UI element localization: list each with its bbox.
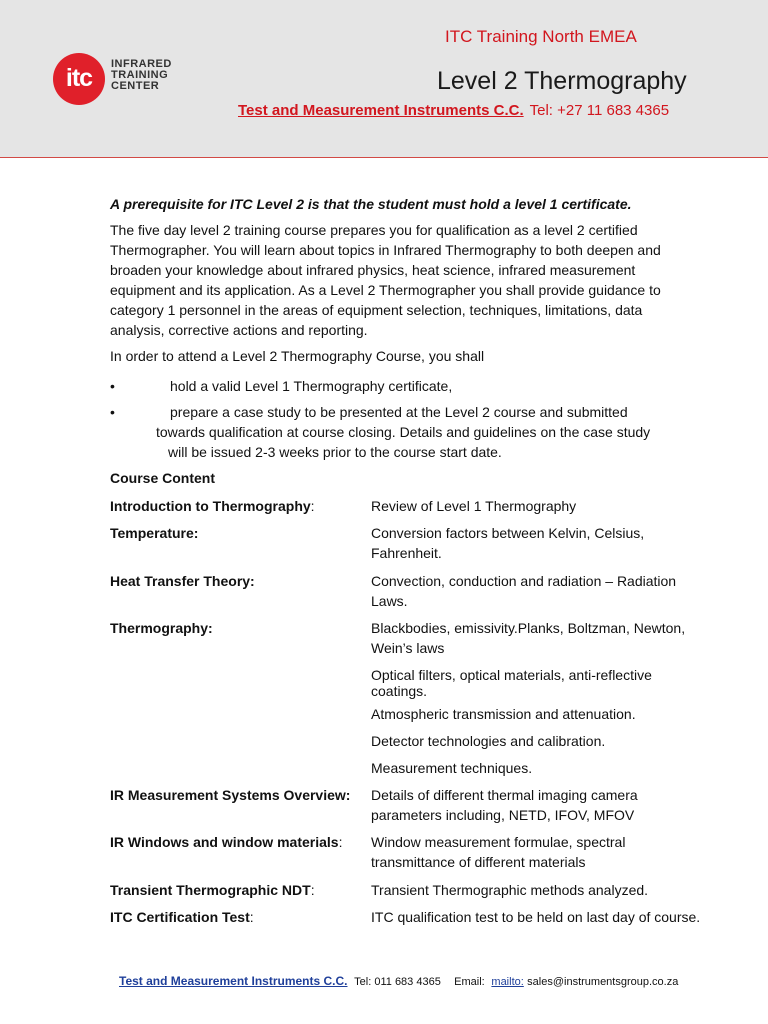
topic-suffix: : (338, 834, 343, 850)
topic-description: Optical filters, optical materials, anti-reflective coatings. (371, 667, 652, 699)
mailto-link[interactable]: mailto: (491, 976, 524, 988)
course-topic (110, 523, 198, 543)
logo-line: CENTER (111, 80, 160, 92)
topic-label: Transient Thermographic NDT (110, 882, 311, 898)
topic-description: Review of Level 1 Thermography (371, 498, 577, 514)
page-header (0, 0, 768, 158)
bullet-marker: • (110, 378, 115, 394)
topic-label: IR Measurement Systems Overview: (110, 787, 351, 803)
logo-line: TRAINING (111, 69, 169, 81)
topic-description: ITC qualification test to be held on last day of course. (371, 909, 701, 925)
course-content-heading: Course Content (110, 470, 215, 486)
course-topic (110, 785, 350, 805)
company-tel: Tel: +27 11 683 4365 (529, 102, 670, 119)
topic-description: Detector technologies and calibration. (371, 733, 606, 749)
topic-suffix: : (310, 498, 315, 514)
course-topic (110, 496, 315, 516)
footer-tel: Tel: 011 683 4365 (354, 976, 441, 988)
topic-label: Temperature: (110, 525, 199, 541)
attend-intro: In order to attend a Level 2 Thermography Course, you shall (110, 348, 485, 364)
topic-description: Convection, conduction and radiation – Radiation Laws. (371, 573, 677, 609)
course-topic (110, 880, 315, 900)
topic-label: IR Windows and window materials (110, 834, 339, 850)
prerequisite-note: A prerequisite for ITC Level 2 is that the student must hold a level 1 certificate. (110, 196, 632, 212)
topic-description: Atmospheric transmission and attenuation. (371, 706, 636, 722)
logo-line: INFRARED (111, 58, 172, 70)
topic-label: Heat Transfer Theory: (110, 573, 255, 589)
topic-description: Transient Thermographic methods analyzed. (371, 882, 649, 898)
bullet-marker: • (110, 404, 115, 420)
topic-suffix: : (249, 909, 254, 925)
footer-company-link[interactable]: Test and Measurement Instruments C.C. (119, 974, 348, 988)
page-footer (119, 974, 678, 988)
topic-label: ITC Certification Test (110, 909, 250, 925)
company-name: Test and Measurement Instruments C.C. (238, 102, 524, 119)
topic-description: Conversion factors between Kelvin, Celsius, Fahrenheit. (371, 525, 645, 561)
topic-suffix: : (310, 882, 315, 898)
bullet-text-line: prepare a case study to be presented at the Level 2 course and submitted (170, 404, 628, 420)
bullet-text-line: towards qualification at course closing. Details and guidelines on the case study (156, 424, 651, 440)
topic-label: Introduction to Thermography (110, 498, 311, 514)
footer-email-label: Email: (454, 976, 485, 988)
intro-paragraph: The five day level 2 training course prepares you for qualification as a level 2 certified Thermographer. You will learn about topics in Infrared Thermography to both deepen and broaden your knowledge about infrared physics, heat science, infrared measurement equipment and its application. As a Level 2 Thermographer you shall provide guidance to category 1 personnel in the areas of equipment selection, techniques, limitations, data analysis, corrective actions and reporting. (110, 222, 661, 338)
bullet-text-line: will be issued 2-3 weeks prior to the course start date. (168, 444, 502, 460)
logo-wordmark (111, 59, 172, 92)
logo-mark: itc (53, 53, 105, 105)
course-topic (110, 618, 213, 638)
footer-email: sales@instrumentsgroup.co.za (527, 976, 679, 988)
course-topic (110, 907, 254, 927)
course-topic (110, 832, 342, 852)
header-company-line (238, 102, 669, 119)
topic-description: Measurement techniques. (371, 760, 533, 776)
bullet-text: hold a valid Level 1 Thermography certificate, (170, 378, 453, 394)
header-top-line: ITC Training North EMEA (445, 27, 637, 46)
page-title: Level 2 Thermography (437, 67, 687, 95)
topic-description: Blackbodies, emissivity.Planks, Boltzman, Newton, Wein’s laws (371, 620, 686, 656)
topic-label: Thermography: (110, 620, 213, 636)
topic-description: Details of different thermal imaging camera parameters including, NETD, IFOV, MFOV (371, 787, 638, 823)
topic-description: Window measurement formulae, spectral transmittance of different materials (371, 834, 626, 870)
course-topic (110, 571, 255, 591)
